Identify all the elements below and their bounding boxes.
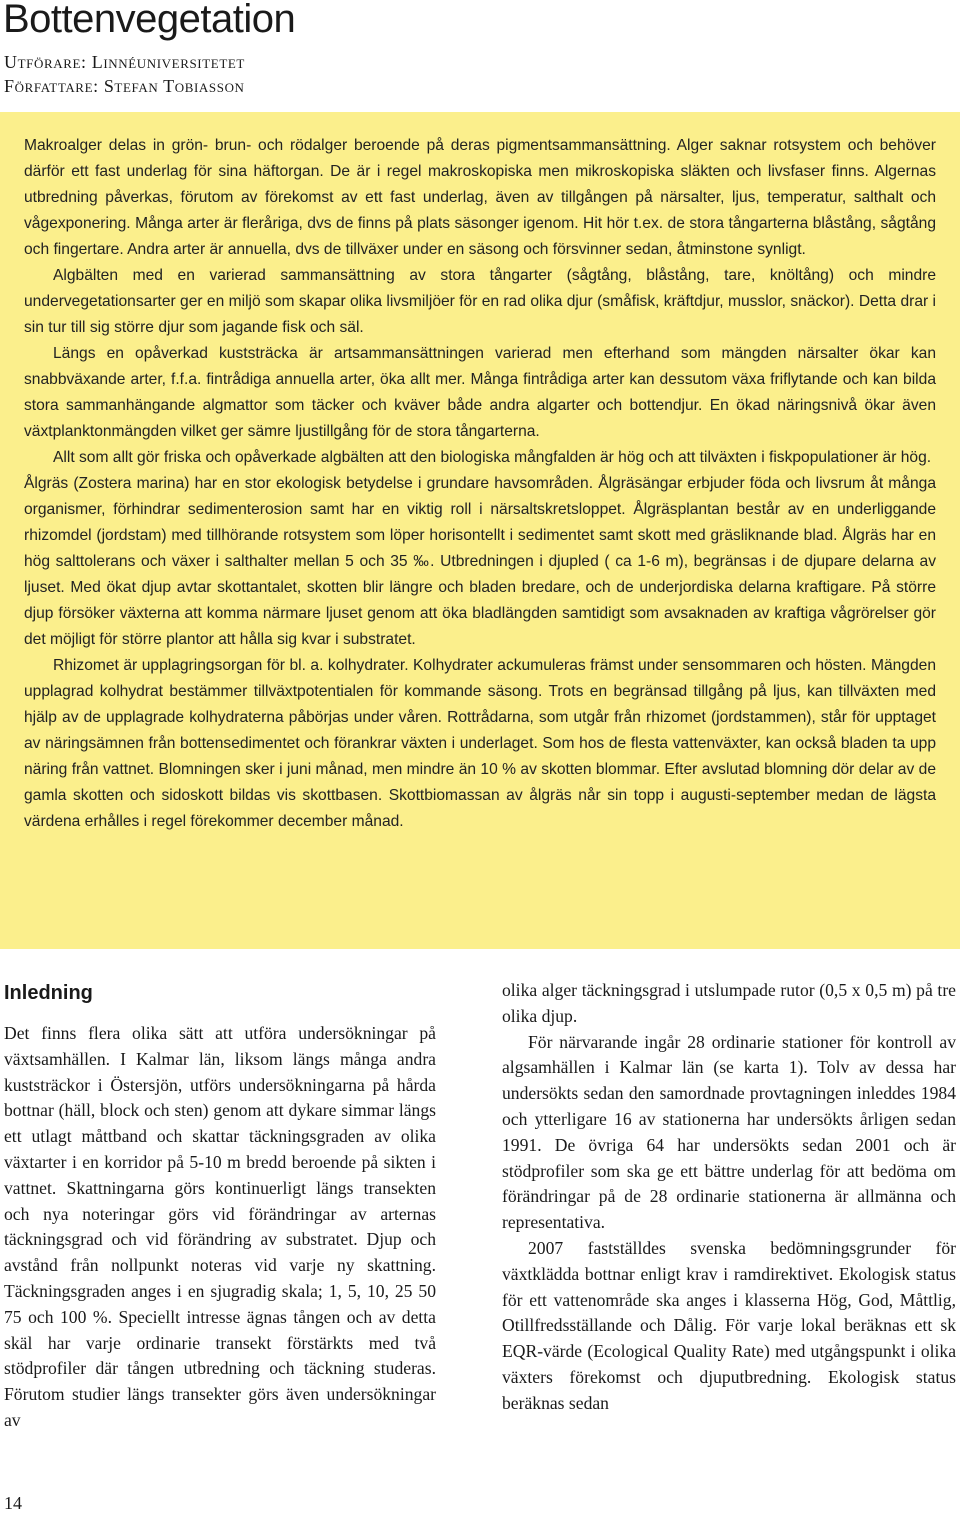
abstract-paragraph: Allt som allt gör friska och opåverkade algbälten att den biologiska mångfalden är hög och att tilväxten i fiskpopulationer är hög. (53, 449, 932, 466)
abstract-paragraph: Längs en opåverkad kuststräcka är artsammansättningen varierad men efterhand som mängden närsalter ökar kan snabbväxande arter, f.f.a. fintrådiga annuella arter, öka allt mer. Många fintrådiga arter kan dessutom växa friflytande och kan bilda stora sammanhängande algmattor som täcker och kväver både andra algarter och bottendjur. En ökad näringsnivå ökar även växtplanktonmängden vilket ger sämre ljustillgång för de stora tångarterna. (24, 345, 936, 440)
left-column (4, 978, 436, 1434)
abstract-paragraph: Ålgräs (Zostera marina) har en stor ekologisk betydelse i grundare havsområden. Ålgräsängar erbjuder föda och livsrum åt många organismer, förhindrar sedimenterosion samt har en viktig roll i närsaltskretsloppet. Ålgräsplantan består av en underliggande rhizomdel (jordstam) med tillhörande rotsystem som löper horisontellt i sedimentet samt skott med gräsliknande blad. Ålgräs har en hög salttolerans och växer i salthalter mellan 5 och 35 ‰. Utbredningen i djupled ( ca 1-6 m), begränsas i de djupare delarna av ljuset. Med ökat djup avtar skottantalet, skotten blir längre och bladen bredare, och de underjordiska delarna kraftigare. På större djup försöker växterna att komma närmare ljuset genom att öka bladlängden samtidigt som avsaknaden av kraftiga vågrörelser gör det möjligt för större plantor att hålla sig kvar i substratet. (24, 475, 936, 648)
author-line: Författare: Stefan Tobiasson (4, 76, 245, 96)
right-column (502, 978, 956, 1417)
abstract-box (0, 112, 960, 949)
section-heading: Inledning (4, 982, 93, 1004)
page-title: Bottenvegetation (3, 0, 296, 41)
body-paragraph: olika alger täckningsgrad i utslumpade rutor (0,5 x 0,5 m) på tre olika djup. (502, 980, 956, 1026)
abstract-paragraph: Makroalger delas in grön- brun- och rödalger beroende på deras pigmentsammansättning. Alger saknar rotsystem och behöver därför ett fast underlag för sina häftorgan. De är i regel makroskopiska men mikroskopiska släkten och livsfaser finns. Algernas utbredning påverkas, förutom av förekomst av ett fast underlag, även av tillgången på närsalter, ljus, temperatur, salthalt och vågexponering. Många arter är fleråriga, dvs de finns på plats säsonger igenom. Hit hör t.ex. de stora tångarterna blåstång, sågtång och fingertare. Andra arter är annuella, dvs de tillväxer under en säsong och försvinner sedan, åtminstone synligt. (24, 137, 936, 258)
performer-line: Utförare: Linnéuniversitetet (4, 52, 245, 72)
body-paragraph: Det finns flera olika sätt att utföra undersökningar på växtsamhällen. I Kalmar län, liksom längs många andra kuststräckor i Östersjön, utförs undersökningarna på hårda bottnar (häll, block och sten) genom att dykare simmar längs ett utlagt måttband och skattar täckningsgraden av olika växtarter i en korridor på 5-10 m bredd beroende på sikten i vattnet. Skattningarna görs kontinuerligt längs transekten och nya noteringar görs vid förändringar av arternas täckningsgrad och vid förändring av substratet. Djup och avstånd från nollpunkt noteras vid varje ny skattning. Täckningsgraden anges i en sjugradig skala; 1, 5, 10, 25 50 75 och 100 %. Speciellt intresse ägnas tången och av detta skäl har varje ordinarie transekt förstärkts med två stödprofiler där tången utbredning och täckning studeras. Förutom studier längs transekter görs även undersökningar av (4, 1023, 436, 1430)
body-paragraph: För närvarande ingår 28 ordinarie stationer för kontroll av algsamhällen i Kalmar län (se karta 1). Tolv av dessa har undersökts sedan den samordnade provtagningen inleddes 1984 och ytterligare 16 av stationerna har undersökts årligen sedan 1991. De övriga 64 har undersökts sedan 2001 och är stödprofiler som ska ge ett bättre underlag för att bedöma om förändringar på de 28 ordinarie stationerna är allmänna och representativa. (502, 1031, 956, 1233)
page-number: 14 (4, 1493, 22, 1513)
abstract-paragraph: Rhizomet är upplagringsorgan för bl. a. kolhydrater. Kolhydrater ackumuleras främst under sensommaren och hösten. Mängden upplagrad kolhydrat bestämmer tillväxtpotentialen för kommande säsong. Trots en begränsad tillgång på ljus, kan tillväxten med hjälp av de upplagrade kolhydraterna påbörjas under våren. Rottrådarna, som utgår från rhizomet (jordstammen), står för upptaget av näringsämnen från bottensedimentet och förankrar växten i underlaget. Som hos de flesta vattenväxter, kan också bladen ta upp näring från vattnet. Blomningen sker i juni månad, men mindre än 10 % av skotten blommar. Efter avslutad blomning dör delar av de gamla skotten och sidoskott bildas vis skottbasen. Skottbiomassan av ålgräs når sin topp i augusti-september medan de lägsta värdena erhålles i regel förekommer december månad. (24, 657, 936, 830)
body-paragraph: 2007 fastställdes svenska bedömningsgrunder för växtklädda bottnar enligt krav i ramdirektivet. Ekologisk status för ett vattenområde ska anges i klasserna Hög, God, Måttlig, Otillfredsställande och Dålig. För varje lokal beräknas ett sk EQR-värde (Ecological Quality Rate) med utgångspunkt i olika växters förekomst och djuputbredning. Ekologisk status beräknas sedan (502, 1237, 956, 1413)
abstract-paragraph: Algbälten med en varierad sammansättning av stora tångarter (sågtång, blåstång, tare, knöltång) och mindre undervegetationsarter ger en miljö som skapar olika livsmiljöer för en rad olika djur (småfisk, kräftdjur, musslor, snäckor). Detta drar i sin tur till sig större djur som jagande fisk och säl. (24, 267, 936, 336)
